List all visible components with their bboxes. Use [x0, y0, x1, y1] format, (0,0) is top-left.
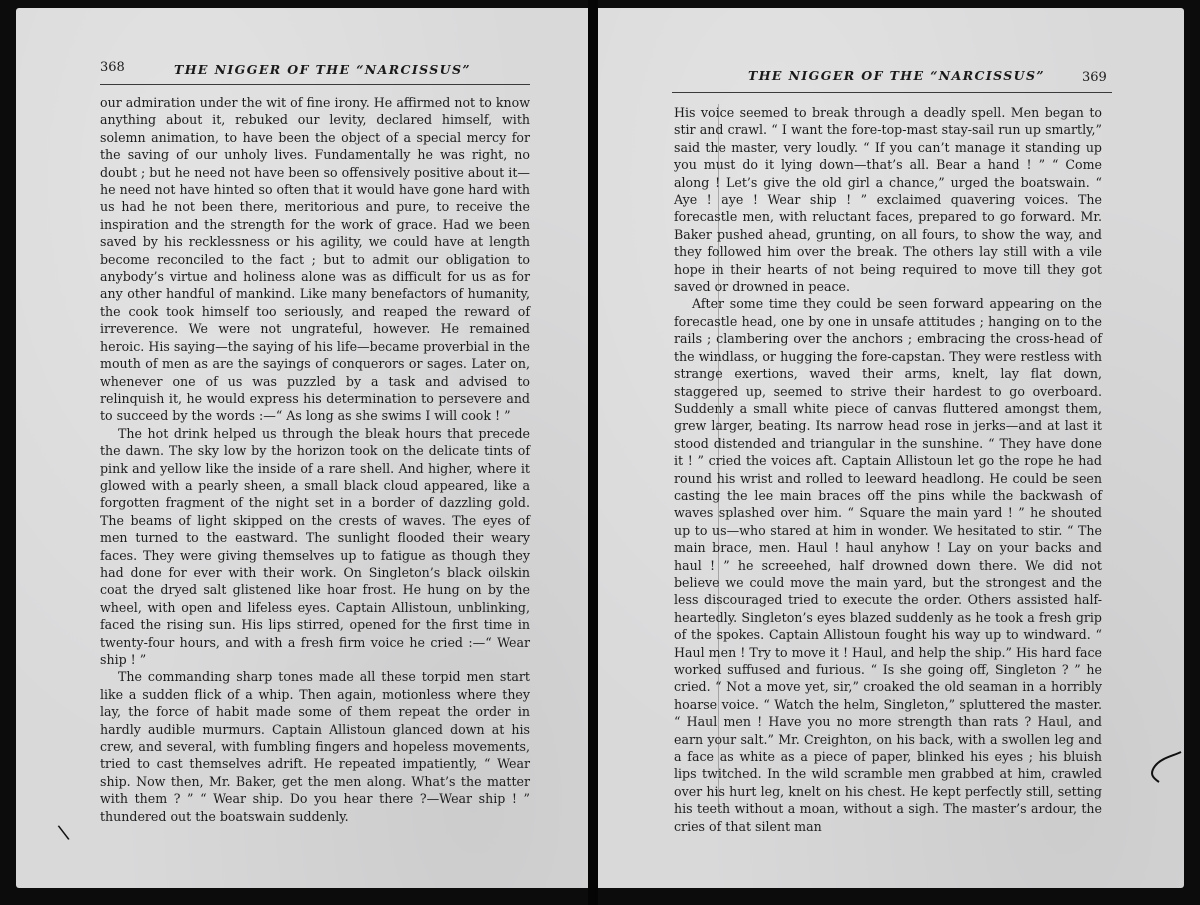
left-paragraph-3: The commanding sharp tones made all these torpid men start like a sudden flick of a whip. Then again, motionless where they lay, the force of habit made some of them repeat the order in hardly audible murmurs. Captain Allistoun glanced down at his crew, and several, with fumbling fingers and hopeless movements, tried to cast themselves adrift. He repeated impatiently, “ Wear ship. Now then, Mr. Baker, get the men along. What’s the matter with them ? ” “ Wear ship. Do you hear there ?—Wear ship ! ” thundered out the boatswain suddenly.	[100, 669, 530, 824]
right-page-number: 369	[1082, 70, 1107, 85]
right-paragraph-2: After some time they could be seen forward appearing on the forecastle head, one by one in unsafe attitudes ; hanging on to the rails ; clambering over the anchors ; embracing the cross-head of the windlass, or hugging the fore-capstan. They were restless with strange exertions, waved their arms, knelt, lay flat down, staggered up, seemed to strive their hardest to go overboard. Suddenly a small white piece of canvas fluttered amongst them, grew larger, beating. Its narrow head rose in jerks—and at last it stood distended and triangular in the sunshine. “ They have done it ! ” cried the voices aft. Captain Allistoun let go the rope he had round his wrist and rolled to leeward headlong. He could be seen casting the lee main braces off the pins while the backwash of waves splashed over him. “ Square the main yard ! ” he shouted up to us—who stared at him in wonder. We hesitated to stir. “ The main brace, men. Haul ! haul anyhow ! Lay on your backs and haul ! ” he screeehed, half drowned down there. We did not believe we could move the main yard, but the strongest and the less discouraged tried to execute the order. Others assisted half-heartedly. Singleton’s eyes blazed suddenly as he took a fresh grip of the spokes. Captain Allistoun fought his way up to windward. “ Haul men ! Try to move it ! Haul, and help the ship.” His hard face worked suffused and furious. “ Is she going off, Singleton ? ” he cried. “ Not a move yet, sir,” croaked the old seaman in a horribly hoarse voice. “ Watch the helm, Singleton,” spluttered the master. “ Haul men ! Have you no more strength than rats ? Haul, and earn your salt.” Mr. Creighton, on his back, with a swollen leg and a face as white as a piece of paper, blinked his eyes ; his bluish lips twitched. In the wild scramble men grabbed at him, crawled over his hurt leg, knelt on his chest. He kept perfectly still, setting his teeth without a moan, without a sigh. The master’s ardour, the cries of that silent man	[674, 296, 1102, 834]
right-stray-pen-mark-icon	[1143, 748, 1183, 788]
left-running-title: THE NIGGER OF THE “NARCISSUS”	[174, 62, 471, 77]
left-stray-pen-mark: \	[56, 819, 71, 845]
right-header-rule	[672, 92, 1112, 93]
book-gutter	[588, 0, 598, 905]
right-page	[598, 8, 1184, 888]
left-page-number: 368	[100, 60, 125, 75]
left-paragraph-1: our admiration under the wit of fine irony. He affirmed not to know anything about it, rebuked our levity, declared himself, with solemn animation, to have been the object of a special mercy for the saving of our unholy lives. Fundamentally he was right, no doubt ; but he need not have been so offensively positive about it—he need not have hinted so often that it would have gone hard with us had he not been there, meritorious and pure, to receive the inspiration and the strength for the work of grace. Had we been saved by his recklessness or his agility, we could have at length become reconciled to the fact ; but to admit our obligation to anybody’s virtue and holiness alone was as difficult for us as for any other handful of mankind. Like many benefactors of humanity, the cook took himself too seriously, and reaped the reward of irreverence. We were not ungrateful, however. He remained heroic. His saying—the saying of his life—became proverbial in the mouth of men as are the sayings of conquerors or sages. Later on, whenever one of us was puzzled by a task and advised to relinquish it, he would express his determination to persevere and to succeed by the words :—“ As long as she swims I will cook ! ”	[100, 95, 530, 424]
right-paragraph-1: His voice seemed to break through a deadly spell. Men began to stir and crawl. “ I want the fore-top-mast stay-sail run up smartly,” said the master, very loudly. “ If you can’t manage it standing up you must do it lying down—that’s all. Bear a hand ! ” “ Come along ! Let’s give the old girl a chance,” urged the boatswain. “ Aye ! aye ! Wear ship ! ” exclaimed quavering voices. The forecastle men, with reluctant faces, prepared to go forward. Mr. Baker pushed ahead, grunting, on all fours, to show the way, and they followed him over the break. The others lay still with a vile hope in their hearts of not being required to move till they got saved or drowned in peace.	[674, 105, 1102, 295]
left-page	[16, 8, 588, 888]
left-body-text	[100, 94, 530, 825]
right-body-text	[674, 104, 1102, 835]
left-paragraph-2: The hot drink helped us through the bleak hours that precede the dawn. The sky low by the horizon took on the delicate tints of pink and yellow like the inside of a rare shell. And higher, where it glowed with a pearly sheen, a small black cloud appeared, like a forgotten fragment of the night set in a border of dazzling gold. The beams of light skipped on the crests of waves. The eyes of men turned to the eastward. The sunlight flooded their weary faces. They were giving themselves up to fatigue as though they had done for ever with their work. On Singleton’s black oilskin coat the dryed salt glistened like hoar frost. He hung on by the wheel, with open and lifeless eyes. Captain Allistoun, unblinking, faced the rising sun. His lips stirred, opened for the first time in twenty-four hours, and with a fresh firm voice he cried :—“ Wear ship ! ”	[100, 425, 530, 667]
left-header-rule	[100, 84, 530, 85]
right-running-title: THE NIGGER OF THE “NARCISSUS”	[748, 68, 1045, 83]
